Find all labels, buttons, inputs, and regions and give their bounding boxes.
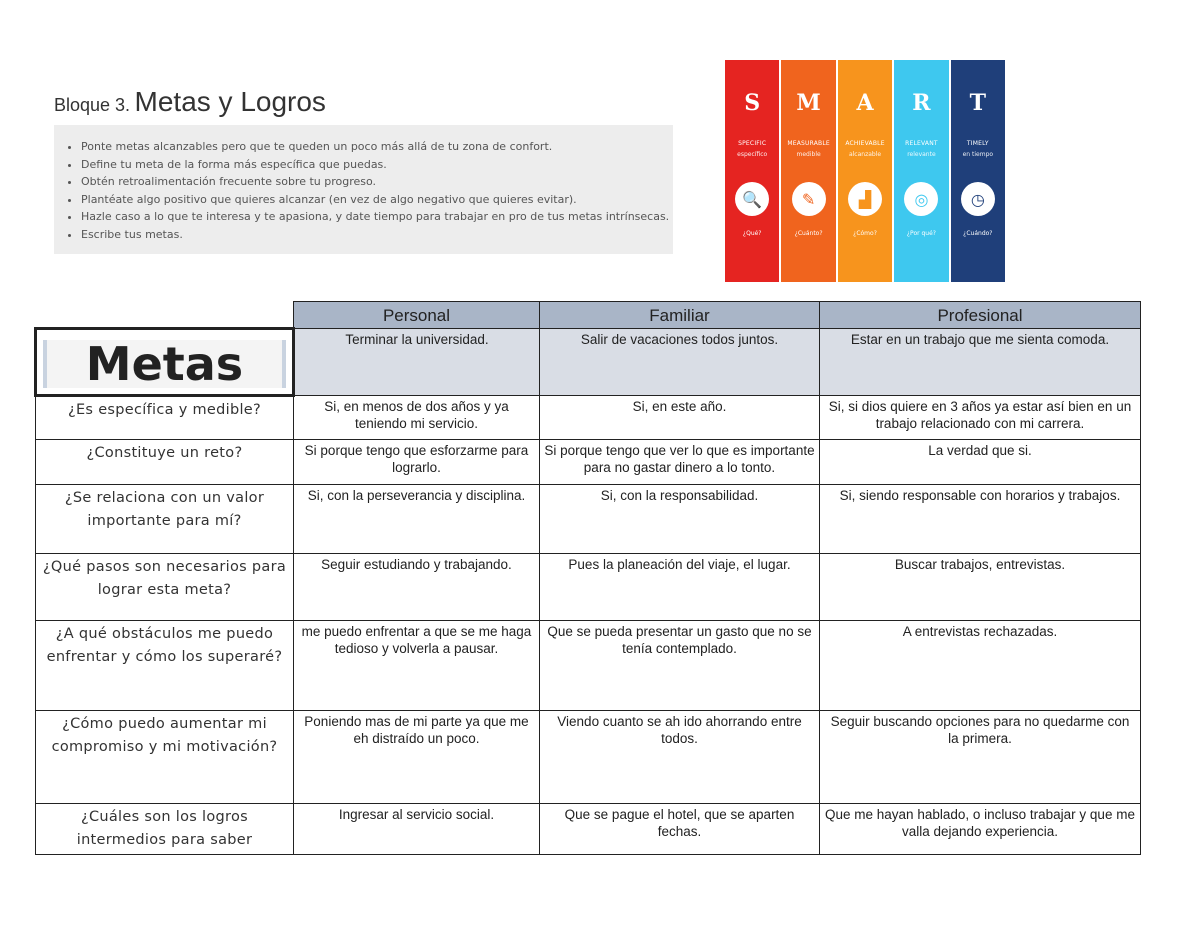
corner-cell — [36, 302, 294, 329]
answer-cell: Si, con la responsabilidad. — [540, 485, 820, 554]
table-header-row — [36, 302, 1141, 329]
tip-item: • Ponte metas alcanzables pero que te queden un poco más allá de tu zona de confort. — [81, 138, 673, 156]
smart-question: ¿Cómo? — [853, 230, 877, 237]
smart-letter: S — [744, 90, 761, 116]
table-row — [36, 440, 1141, 485]
metas-label-cell — [36, 329, 294, 396]
answer-cell: Que se pague el hotel, que se aparten fechas. — [540, 804, 820, 855]
answer-cell: Poniendo mas de mi parte ya que me eh distraído un poco. — [294, 711, 540, 804]
question-cell: ¿Constituye un reto? — [36, 440, 294, 485]
smart-column-a — [838, 60, 892, 282]
question-cell: ¿Cómo puedo aumentar mi compromiso y mi motivación? — [36, 711, 294, 804]
answer-cell: Seguir buscando opciones para no quedarme con la primera. — [820, 711, 1141, 804]
answer-cell: Seguir estudiando y trabajando. — [294, 554, 540, 621]
answer-cell: La verdad que si. — [820, 440, 1141, 485]
tips-box — [54, 125, 673, 254]
table-row — [36, 711, 1141, 804]
smart-question: ¿Cuándo? — [963, 230, 993, 237]
smart-question: ¿Qué? — [742, 230, 762, 237]
answer-cell: Pues la planeación del viaje, el lugar. — [540, 554, 820, 621]
answer-cell: Si porque tengo que ver lo que es importante para no gastar dinero a lo tonto. — [540, 440, 820, 485]
answer-cell: me puedo enfrentar a que se me haga tedioso y volverla a pausar. — [294, 621, 540, 711]
smart-column-s — [725, 60, 779, 282]
smart-spanish: en tiempo — [962, 151, 994, 158]
smart-english: SPECIFIC — [738, 140, 767, 147]
answer-cell: Si, en este año. — [540, 396, 820, 440]
question-cell: ¿Qué pasos son necesarios para lograr esta meta? — [36, 554, 294, 621]
magnifier-document-icon: 🔍 — [735, 182, 769, 216]
ruler-pencil-icon: ✎ — [792, 182, 826, 216]
smart-spanish: alcanzable — [848, 151, 882, 158]
smart-letter: A — [856, 90, 874, 116]
question-cell: ¿Cuáles son los logros intermedios para saber — [36, 804, 294, 855]
metas-row — [36, 329, 1141, 396]
tip-item: • Plantéate algo positivo que quieres alcanzar (en vez de algo negativo que quieres evitar). — [81, 191, 673, 209]
smart-column-m — [781, 60, 835, 282]
column-header-profesional: Profesional — [820, 302, 1141, 329]
meta-profesional: Estar en un trabajo que me sienta comoda. — [820, 329, 1141, 396]
answer-cell: Buscar trabajos, entrevistas. — [820, 554, 1141, 621]
smart-english: MEASURABLE — [787, 140, 830, 147]
smart-spanish: medible — [796, 151, 821, 158]
smart-english: RELEVANT — [905, 140, 938, 147]
question-cell: ¿A qué obstáculos me puedo enfrentar y cómo los superaré? — [36, 621, 294, 711]
clock-icon: ◷ — [961, 182, 995, 216]
smart-question: ¿Cuánto? — [794, 230, 823, 237]
tip-item: • Hazle caso a lo que te interesa y te apasiona, y date tiempo para trabajar en pro de tus metas intrínsecas. — [81, 208, 673, 226]
column-header-personal: Personal — [294, 302, 540, 329]
table-row — [36, 396, 1141, 440]
tip-item: • Escribe tus metas. — [81, 226, 673, 244]
question-cell: ¿Es específica y medible? — [36, 396, 294, 440]
table-row — [36, 554, 1141, 621]
table-row — [36, 485, 1141, 554]
target-icon: ◎ — [904, 182, 938, 216]
column-header-familiar: Familiar — [540, 302, 820, 329]
answer-cell: Ingresar al servicio social. — [294, 804, 540, 855]
tip-item: • Define tu meta de la forma más específica que puedas. — [81, 156, 673, 174]
metas-label: Metas — [43, 340, 286, 388]
answer-cell: Si, con la perseverancia y disciplina. — [294, 485, 540, 554]
smart-letter: R — [912, 90, 931, 116]
smart-column-t — [951, 60, 1005, 282]
answer-cell: A entrevistas rechazadas. — [820, 621, 1141, 711]
answer-cell: Que se pueda presentar un gasto que no se tenía contemplado. — [540, 621, 820, 711]
answer-cell: Que me hayan hablado, o incluso trabajar y que me valla dejando experiencia. — [820, 804, 1141, 855]
bar-chart-icon: ▟ — [848, 182, 882, 216]
smart-column-r — [894, 60, 948, 282]
tip-item: • Obtén retroalimentación frecuente sobre tu progreso. — [81, 173, 673, 191]
goals-table — [34, 301, 1141, 855]
answer-cell: Viendo cuanto se ah ido ahorrando entre todos. — [540, 711, 820, 804]
answer-cell: Si, si dios quiere en 3 años ya estar así bien en un trabajo relacionado con mi carrera. — [820, 396, 1141, 440]
meta-personal: Terminar la universidad. — [294, 329, 540, 396]
table-row — [36, 804, 1141, 855]
page-title — [54, 86, 326, 118]
table-row — [36, 621, 1141, 711]
block-label: Bloque 3. — [54, 95, 131, 115]
smart-infographic — [725, 60, 1005, 282]
meta-familiar: Salir de vacaciones todos juntos. — [540, 329, 820, 396]
smart-spanish: relevante — [907, 151, 936, 158]
answer-cell: Si, en menos de dos años y ya teniendo mi servicio. — [294, 396, 540, 440]
smart-spanish: específico — [737, 151, 768, 158]
title-text: Metas y Logros — [134, 86, 326, 117]
smart-english: TIMELY — [966, 140, 989, 147]
answer-cell: Si, siendo responsable con horarios y trabajos. — [820, 485, 1141, 554]
smart-english: ACHIEVABLE — [845, 140, 885, 147]
answer-cell: Si porque tengo que esforzarme para lograrlo. — [294, 440, 540, 485]
smart-letter: T — [969, 90, 987, 116]
question-cell: ¿Se relaciona con un valor importante para mí? — [36, 485, 294, 554]
smart-letter: M — [796, 90, 821, 116]
smart-question: ¿Por qué? — [906, 230, 936, 237]
